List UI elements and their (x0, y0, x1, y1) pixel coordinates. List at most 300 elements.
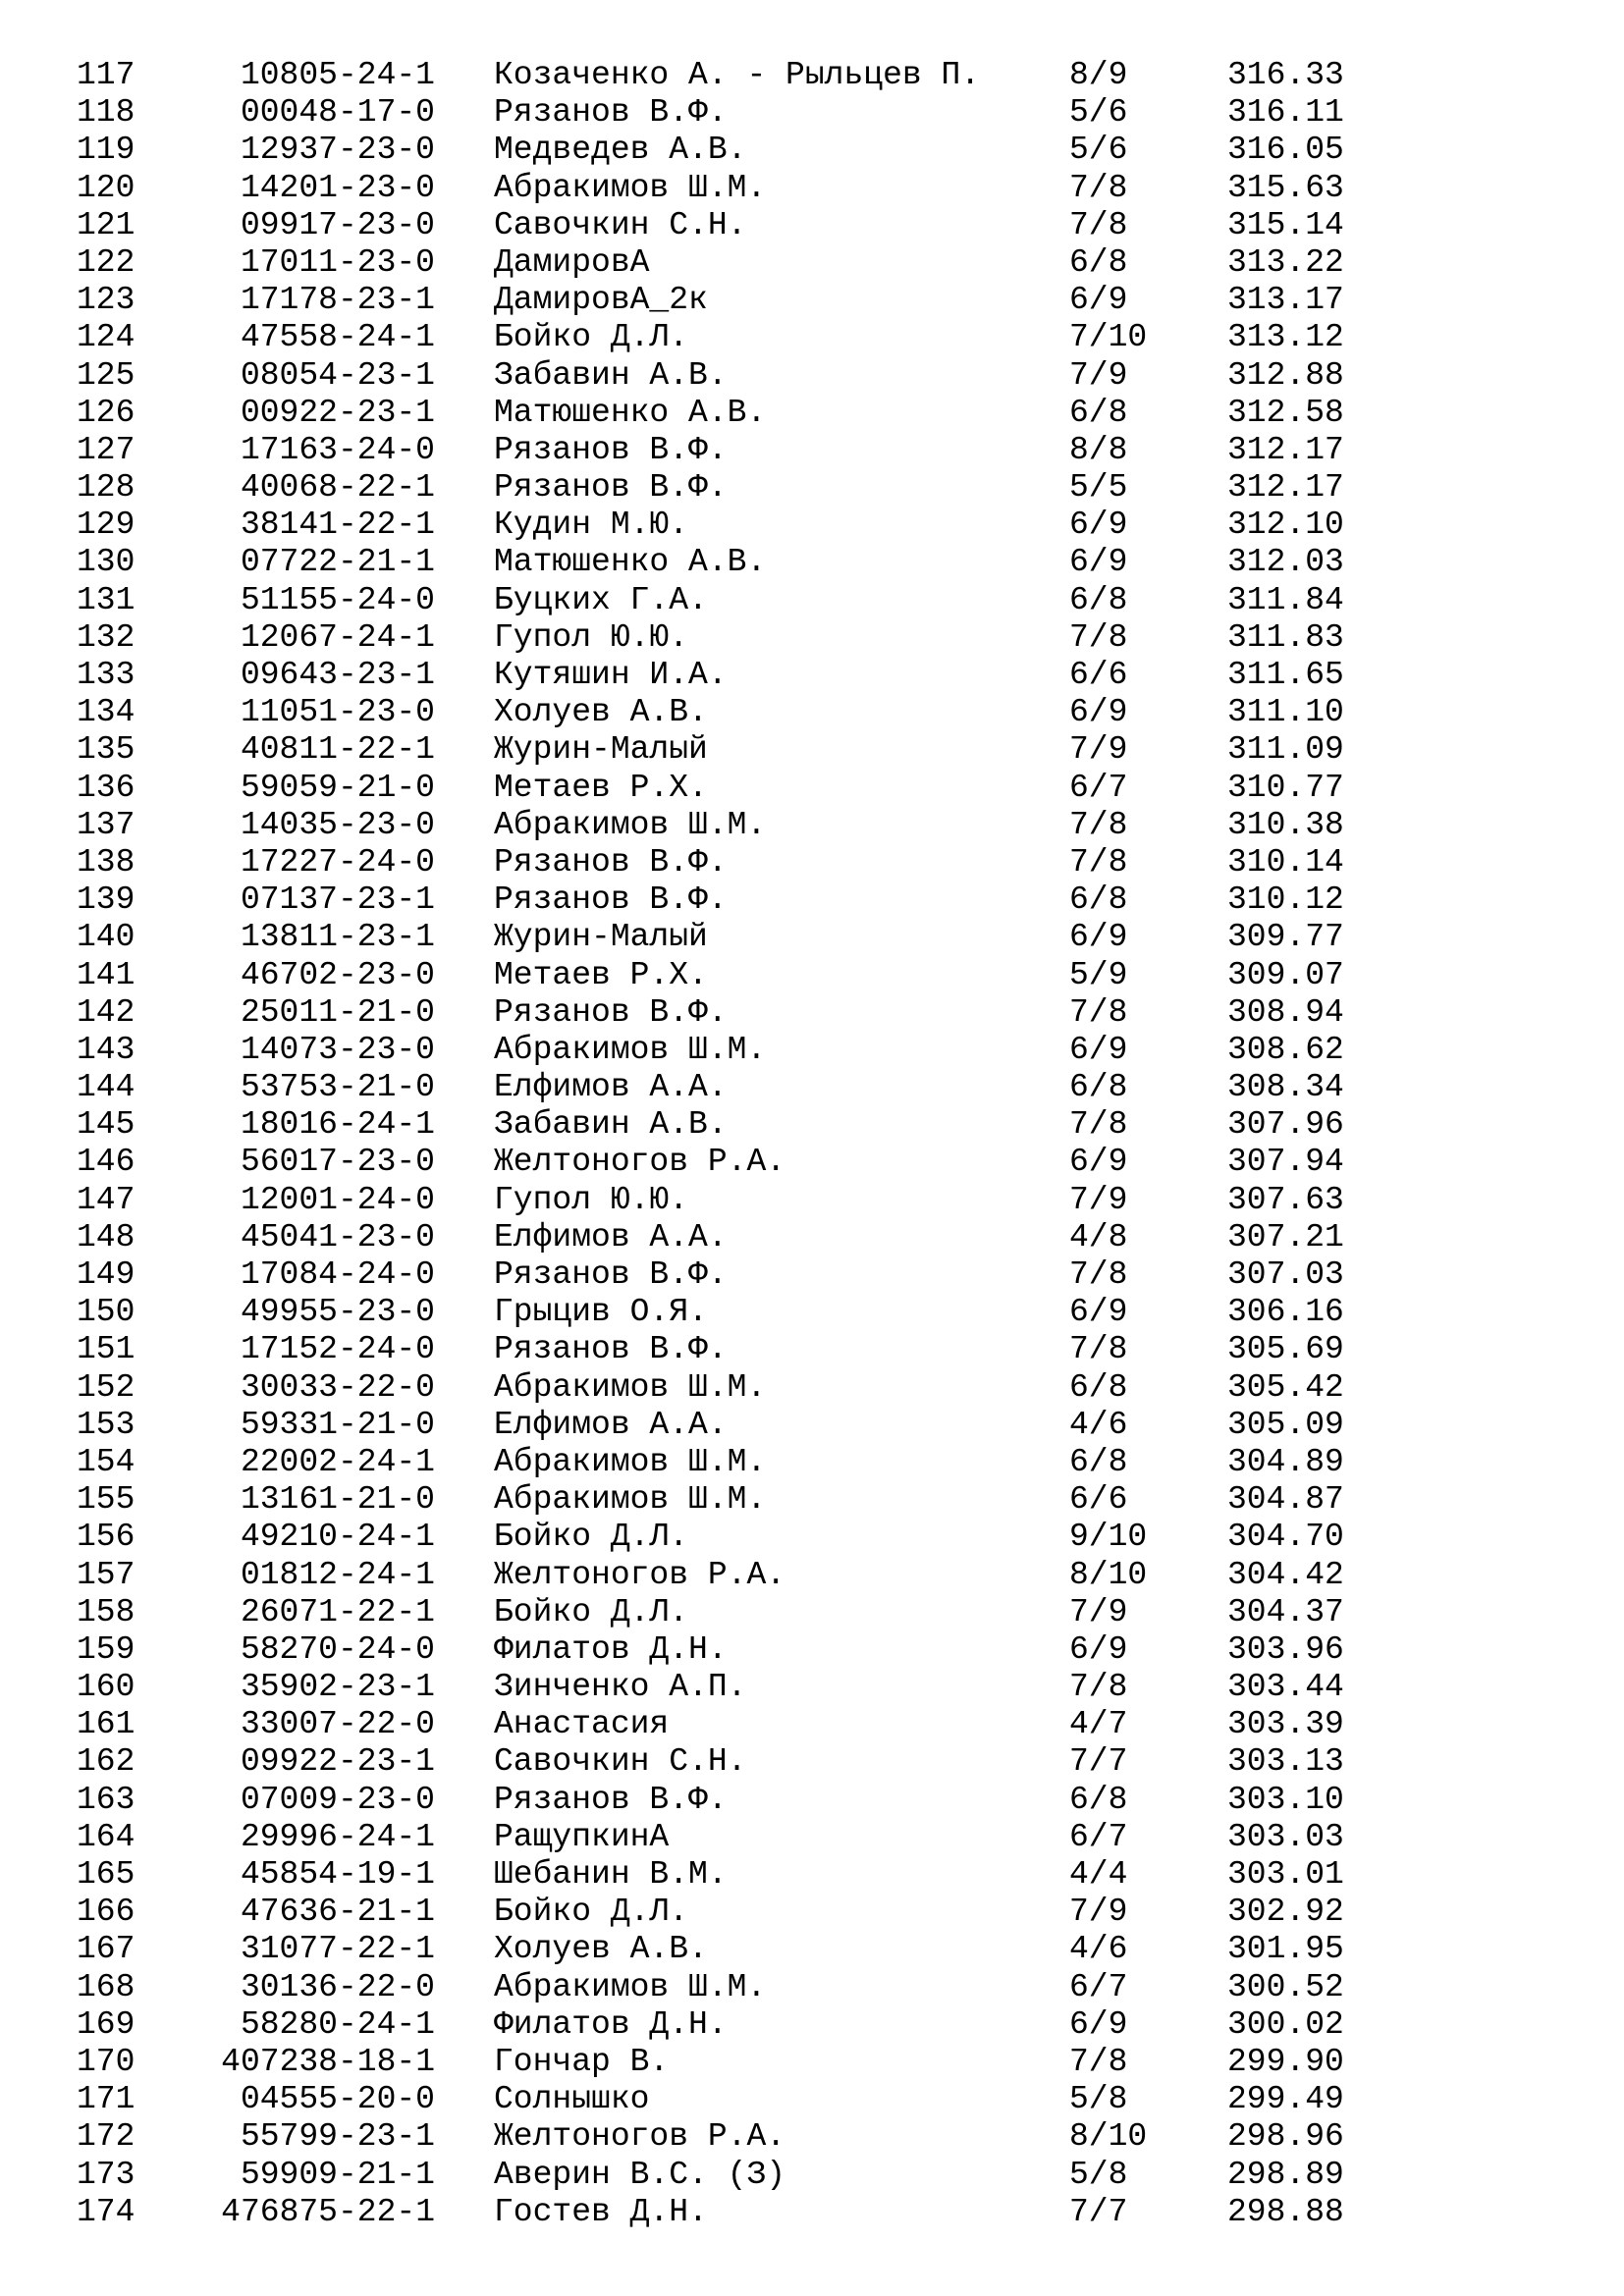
table-row (0, 395, 1624, 432)
rank-number: 133 (77, 657, 135, 693)
table-row (0, 994, 1624, 1032)
table-row (0, 2006, 1624, 2044)
table-row (0, 1782, 1624, 1819)
table-row (0, 2194, 1624, 2231)
owner-name: Анастасия (494, 1706, 670, 1743)
score-value: 307.94 (1227, 1144, 1344, 1181)
table-row (0, 282, 1624, 319)
record-code: 11051-23-0 (240, 694, 435, 731)
ratio-value: 5/6 (1069, 94, 1128, 132)
rank-number: 169 (77, 2005, 135, 2043)
owner-name: Рязанов В.Ф. (494, 843, 728, 881)
table-row (0, 881, 1624, 919)
score-value: 307.63 (1227, 1181, 1344, 1218)
owner-name: Елфимов А.А. (494, 1069, 728, 1106)
table-row (0, 1631, 1624, 1669)
ratio-value: 6/9 (1069, 2005, 1128, 2043)
table-row (0, 170, 1624, 207)
table-row (0, 319, 1624, 356)
rank-number: 159 (77, 1630, 135, 1668)
rank-number: 149 (77, 1256, 135, 1293)
ratio-value: 6/8 (1069, 581, 1128, 618)
ranking-list (0, 57, 1624, 2231)
owner-name: Гупол Ю.Ю. (494, 1181, 689, 1218)
record-code: 51155-24-0 (240, 581, 435, 618)
owner-name: Матюшенко А.В. (494, 544, 767, 581)
score-value: 316.11 (1227, 94, 1344, 132)
record-code: 26071-22-1 (240, 1593, 435, 1630)
record-code: 59059-21-0 (240, 769, 435, 806)
owner-name: Абракимов Ш.М. (494, 806, 767, 843)
score-value: 315.14 (1227, 206, 1344, 243)
table-row (0, 1444, 1624, 1481)
table-row (0, 1856, 1624, 1894)
ratio-value: 7/8 (1069, 2043, 1128, 2080)
table-row (0, 2081, 1624, 2118)
ratio-value: 6/9 (1069, 1294, 1128, 1331)
owner-name: Рязанов В.Ф. (494, 1256, 728, 1293)
rank-number: 173 (77, 2156, 135, 2193)
owner-name: Елфимов А.А. (494, 1406, 728, 1443)
score-value: 312.17 (1227, 469, 1344, 507)
rank-number: 129 (77, 507, 135, 544)
ratio-value: 6/8 (1069, 394, 1128, 431)
ratio-value: 5/8 (1069, 2156, 1128, 2193)
owner-name: Филатов Д.Н. (494, 1630, 728, 1668)
score-value: 303.39 (1227, 1706, 1344, 1743)
table-row (0, 1819, 1624, 1856)
record-code: 07722-21-1 (240, 544, 435, 581)
score-value: 301.95 (1227, 1931, 1344, 1968)
record-code: 33007-22-0 (240, 1706, 435, 1743)
ratio-value: 6/9 (1069, 694, 1128, 731)
owner-name: Филатов Д.Н. (494, 2005, 728, 2043)
owner-name: Гостев Д.Н. (494, 2193, 708, 2230)
record-code: 49955-23-0 (240, 1294, 435, 1331)
score-value: 304.42 (1227, 1556, 1344, 1593)
ratio-value: 7/8 (1069, 206, 1128, 243)
ratio-value: 7/8 (1069, 618, 1128, 656)
rank-number: 168 (77, 1968, 135, 2005)
owner-name: Забавин А.В. (494, 356, 728, 394)
table-row (0, 1032, 1624, 1069)
rank-number: 161 (77, 1706, 135, 1743)
rank-number: 162 (77, 1743, 135, 1781)
score-value: 304.37 (1227, 1593, 1344, 1630)
owner-name: Желтоногов Р.А. (494, 2118, 786, 2156)
score-value: 316.33 (1227, 57, 1344, 93)
record-code: 38141-22-1 (240, 507, 435, 544)
rank-number: 134 (77, 694, 135, 731)
owner-name: Зинченко А.П. (494, 1669, 747, 1706)
rank-number: 137 (77, 806, 135, 843)
table-row (0, 544, 1624, 581)
table-row (0, 731, 1624, 769)
ratio-value: 6/9 (1069, 544, 1128, 581)
table-row (0, 94, 1624, 132)
owner-name: Холуев А.В. (494, 694, 708, 731)
rank-number: 122 (77, 243, 135, 281)
record-code: 31077-22-1 (240, 1931, 435, 1968)
ratio-value: 4/7 (1069, 1706, 1128, 1743)
owner-name: Рязанов В.Ф. (494, 881, 728, 919)
owner-name: Журин-Малый (494, 731, 708, 769)
rank-number: 167 (77, 1931, 135, 1968)
owner-name: Холуев А.В. (494, 1931, 708, 1968)
table-row (0, 1106, 1624, 1144)
score-value: 310.77 (1227, 769, 1344, 806)
owner-name: Шебанин В.М. (494, 1856, 728, 1893)
rank-number: 121 (77, 206, 135, 243)
record-code: 29996-24-1 (240, 1818, 435, 1855)
record-code: 45854-19-1 (240, 1856, 435, 1893)
ratio-value: 6/8 (1069, 881, 1128, 919)
score-value: 310.12 (1227, 881, 1344, 919)
rank-number: 148 (77, 1218, 135, 1255)
rank-number: 170 (77, 2043, 135, 2080)
ratio-value: 7/9 (1069, 1181, 1128, 1218)
table-row (0, 1369, 1624, 1407)
table-row (0, 1519, 1624, 1556)
rank-number: 117 (77, 57, 135, 93)
score-value: 303.44 (1227, 1669, 1344, 1706)
score-value: 304.89 (1227, 1443, 1344, 1480)
rank-number: 154 (77, 1443, 135, 1480)
table-row (0, 1706, 1624, 1743)
owner-name: Рязанов В.Ф. (494, 469, 728, 507)
score-value: 315.63 (1227, 169, 1344, 206)
owner-name: Кутяшин И.А. (494, 657, 728, 693)
ratio-value: 4/8 (1069, 1218, 1128, 1255)
ratio-value: 6/8 (1069, 1781, 1128, 1818)
rank-number: 166 (77, 1894, 135, 1931)
rank-number: 126 (77, 394, 135, 431)
record-code: 56017-23-0 (240, 1144, 435, 1181)
ratio-value: 6/7 (1069, 769, 1128, 806)
table-row (0, 469, 1624, 507)
rank-number: 172 (77, 2118, 135, 2156)
score-value: 311.10 (1227, 694, 1344, 731)
rank-number: 174 (77, 2193, 135, 2230)
rank-number: 120 (77, 169, 135, 206)
owner-name: Буцких Г.А. (494, 581, 708, 618)
score-value: 305.69 (1227, 1331, 1344, 1368)
score-value: 307.03 (1227, 1256, 1344, 1293)
record-code: 09922-23-1 (240, 1743, 435, 1781)
record-code: 58270-24-0 (240, 1630, 435, 1668)
table-row (0, 1144, 1624, 1181)
record-code: 09643-23-1 (240, 657, 435, 693)
record-code: 07009-23-0 (240, 1781, 435, 1818)
ratio-value: 8/8 (1069, 431, 1128, 468)
table-row (0, 957, 1624, 994)
table-row (0, 1407, 1624, 1444)
owner-name: Гончар В. (494, 2043, 670, 2080)
record-code: 55799-23-1 (240, 2118, 435, 2156)
owner-name: Аверин В.С. (З) (494, 2156, 786, 2193)
record-code: 10805-24-1 (240, 57, 435, 93)
ratio-value: 6/6 (1069, 1481, 1128, 1519)
table-row (0, 844, 1624, 881)
score-value: 300.02 (1227, 2005, 1344, 2043)
ratio-value: 6/7 (1069, 1818, 1128, 1855)
table-row (0, 1669, 1624, 1706)
score-value: 312.03 (1227, 544, 1344, 581)
score-value: 312.17 (1227, 431, 1344, 468)
ratio-value: 7/7 (1069, 2193, 1128, 2230)
table-row (0, 432, 1624, 469)
ratio-value: 6/8 (1069, 1368, 1128, 1406)
ratio-value: 8/10 (1069, 1556, 1148, 1593)
owner-name: Бойко Д.Л. (494, 1894, 689, 1931)
ratio-value: 5/9 (1069, 956, 1128, 993)
rank-number: 130 (77, 544, 135, 581)
record-code: 17227-24-0 (240, 843, 435, 881)
score-value: 311.84 (1227, 581, 1344, 618)
owner-name: Гупол Ю.Ю. (494, 618, 689, 656)
record-code: 17163-24-0 (240, 431, 435, 468)
ratio-value: 8/9 (1069, 57, 1128, 93)
record-code: 00922-23-1 (240, 394, 435, 431)
record-code: 17152-24-0 (240, 1331, 435, 1368)
table-row (0, 1743, 1624, 1781)
record-code: 09917-23-0 (240, 206, 435, 243)
score-value: 307.96 (1227, 1106, 1344, 1144)
record-code: 407238-18-1 (221, 2043, 435, 2080)
score-value: 299.49 (1227, 2081, 1344, 2118)
record-code: 46702-23-0 (240, 956, 435, 993)
ratio-value: 7/9 (1069, 356, 1128, 394)
record-code: 49210-24-1 (240, 1519, 435, 1556)
rank-number: 131 (77, 581, 135, 618)
owner-name: Абракимов Ш.М. (494, 1968, 767, 2005)
record-code: 14073-23-0 (240, 1031, 435, 1068)
rank-number: 124 (77, 319, 135, 356)
score-value: 311.09 (1227, 731, 1344, 769)
rank-number: 153 (77, 1406, 135, 1443)
owner-name: Грыцив О.Я. (494, 1294, 708, 1331)
ratio-value: 8/10 (1069, 2118, 1148, 2156)
table-row (0, 1069, 1624, 1106)
record-code: 58280-24-1 (240, 2005, 435, 2043)
score-value: 310.38 (1227, 806, 1344, 843)
table-row (0, 244, 1624, 282)
rank-number: 152 (77, 1368, 135, 1406)
owner-name: Желтоногов Р.А. (494, 1144, 786, 1181)
table-row (0, 1557, 1624, 1594)
score-value: 308.62 (1227, 1031, 1344, 1068)
rank-number: 164 (77, 1818, 135, 1855)
score-value: 312.10 (1227, 507, 1344, 544)
rank-number: 145 (77, 1106, 135, 1144)
record-code: 00048-17-0 (240, 94, 435, 132)
ratio-value: 7/8 (1069, 1106, 1128, 1144)
table-row (0, 1969, 1624, 2006)
table-row (0, 1294, 1624, 1331)
record-code: 13161-21-0 (240, 1481, 435, 1519)
score-value: 310.14 (1227, 843, 1344, 881)
ratio-value: 6/9 (1069, 1144, 1128, 1181)
owner-name: Абракимов Ш.М. (494, 1031, 767, 1068)
record-code: 59909-21-1 (240, 2156, 435, 2193)
rank-number: 139 (77, 881, 135, 919)
rank-number: 142 (77, 993, 135, 1031)
score-value: 308.34 (1227, 1069, 1344, 1106)
table-row (0, 619, 1624, 657)
table-row (0, 1894, 1624, 1931)
score-value: 308.94 (1227, 993, 1344, 1031)
rank-number: 156 (77, 1519, 135, 1556)
ratio-value: 7/10 (1069, 319, 1148, 356)
rank-number: 150 (77, 1294, 135, 1331)
owner-name: Савочкин С.Н. (494, 206, 747, 243)
owner-name: Абракимов Ш.М. (494, 169, 767, 206)
ratio-value: 7/7 (1069, 1743, 1128, 1781)
record-code: 18016-24-1 (240, 1106, 435, 1144)
record-code: 25011-21-0 (240, 993, 435, 1031)
record-code: 59331-21-0 (240, 1406, 435, 1443)
ratio-value: 7/9 (1069, 731, 1128, 769)
record-code: 53753-21-0 (240, 1069, 435, 1106)
rank-number: 119 (77, 132, 135, 169)
ratio-value: 7/9 (1069, 1894, 1128, 1931)
record-code: 40811-22-1 (240, 731, 435, 769)
table-row (0, 1481, 1624, 1519)
ratio-value: 6/9 (1069, 1630, 1128, 1668)
table-row (0, 132, 1624, 169)
ratio-value: 6/9 (1069, 1031, 1128, 1068)
ratio-value: 6/8 (1069, 1443, 1128, 1480)
score-value: 303.03 (1227, 1818, 1344, 1855)
table-row (0, 1594, 1624, 1631)
record-code: 30136-22-0 (240, 1968, 435, 2005)
rank-number: 151 (77, 1331, 135, 1368)
rank-number: 135 (77, 731, 135, 769)
score-value: 299.90 (1227, 2043, 1344, 2080)
table-row (0, 1182, 1624, 1219)
rank-number: 146 (77, 1144, 135, 1181)
rank-number: 157 (77, 1556, 135, 1593)
ratio-value: 6/9 (1069, 507, 1128, 544)
score-value: 303.10 (1227, 1781, 1344, 1818)
table-row (0, 207, 1624, 244)
owner-name: Журин-Малый (494, 919, 708, 956)
rank-number: 144 (77, 1069, 135, 1106)
record-code: 17011-23-0 (240, 243, 435, 281)
score-value: 302.92 (1227, 1894, 1344, 1931)
ratio-value: 6/8 (1069, 243, 1128, 281)
owner-name: Рязанов В.Ф. (494, 993, 728, 1031)
owner-name: Бойко Д.Л. (494, 319, 689, 356)
ratio-value: 4/6 (1069, 1406, 1128, 1443)
rank-number: 138 (77, 843, 135, 881)
record-code: 17178-23-1 (240, 282, 435, 319)
owner-name: Рязанов В.Ф. (494, 1781, 728, 1818)
record-code: 14035-23-0 (240, 806, 435, 843)
table-row (0, 57, 1624, 94)
owner-name: Желтоногов Р.А. (494, 1556, 786, 1593)
rank-number: 136 (77, 769, 135, 806)
table-row (0, 657, 1624, 694)
owner-name: Абракимов Ш.М. (494, 1368, 767, 1406)
ratio-value: 7/8 (1069, 1256, 1128, 1293)
owner-name: Бойко Д.Л. (494, 1519, 689, 1556)
record-code: 14201-23-0 (240, 169, 435, 206)
record-code: 07137-23-1 (240, 881, 435, 919)
owner-name: РащупкинА (494, 1818, 670, 1855)
score-value: 309.07 (1227, 956, 1344, 993)
record-code: 45041-23-0 (240, 1218, 435, 1255)
score-value: 316.05 (1227, 132, 1344, 169)
owner-name: Матюшенко А.В. (494, 394, 767, 431)
score-value: 303.13 (1227, 1743, 1344, 1781)
rank-number: 127 (77, 431, 135, 468)
record-code: 476875-22-1 (221, 2193, 435, 2230)
rank-number: 165 (77, 1856, 135, 1893)
record-code: 08054-23-1 (240, 356, 435, 394)
ratio-value: 7/8 (1069, 806, 1128, 843)
score-value: 298.89 (1227, 2156, 1344, 2193)
rank-number: 171 (77, 2081, 135, 2118)
ratio-value: 7/8 (1069, 993, 1128, 1031)
record-code: 12067-24-1 (240, 618, 435, 656)
score-value: 305.42 (1227, 1368, 1344, 1406)
rank-number: 158 (77, 1593, 135, 1630)
ratio-value: 5/5 (1069, 469, 1128, 507)
score-value: 298.96 (1227, 2118, 1344, 2156)
record-code: 12937-23-0 (240, 132, 435, 169)
owner-name: Савочкин С.Н. (494, 1743, 747, 1781)
owner-name: Солнышко (494, 2081, 650, 2118)
ratio-value: 9/10 (1069, 1519, 1148, 1556)
ratio-value: 7/8 (1069, 843, 1128, 881)
ratio-value: 6/9 (1069, 282, 1128, 319)
ratio-value: 6/6 (1069, 657, 1128, 693)
owner-name: Рязанов В.Ф. (494, 1331, 728, 1368)
record-code: 40068-22-1 (240, 469, 435, 507)
rank-number: 147 (77, 1181, 135, 1218)
rank-number: 141 (77, 956, 135, 993)
record-code: 47636-21-1 (240, 1894, 435, 1931)
rank-number: 132 (77, 618, 135, 656)
table-row (0, 582, 1624, 619)
owner-name: ДамировА_2к (494, 282, 708, 319)
score-value: 307.21 (1227, 1218, 1344, 1255)
owner-name: Метаев Р.Х. (494, 956, 708, 993)
score-value: 311.65 (1227, 657, 1344, 693)
score-value: 298.88 (1227, 2193, 1344, 2230)
score-value: 304.87 (1227, 1481, 1344, 1519)
score-value: 305.09 (1227, 1406, 1344, 1443)
owner-name: Забавин А.В. (494, 1106, 728, 1144)
score-value: 303.01 (1227, 1856, 1344, 1893)
record-code: 04555-20-0 (240, 2081, 435, 2118)
ratio-value: 6/7 (1069, 1968, 1128, 2005)
table-row (0, 1256, 1624, 1294)
ratio-value: 6/9 (1069, 919, 1128, 956)
score-value: 303.96 (1227, 1630, 1344, 1668)
score-value: 313.17 (1227, 282, 1344, 319)
rank-number: 163 (77, 1781, 135, 1818)
table-row (0, 1219, 1624, 1256)
table-row (0, 694, 1624, 731)
score-value: 309.77 (1227, 919, 1344, 956)
owner-name: Елфимов А.А. (494, 1218, 728, 1255)
ratio-value: 4/6 (1069, 1931, 1128, 1968)
record-code: 30033-22-0 (240, 1368, 435, 1406)
score-value: 306.16 (1227, 1294, 1344, 1331)
score-value: 304.70 (1227, 1519, 1344, 1556)
